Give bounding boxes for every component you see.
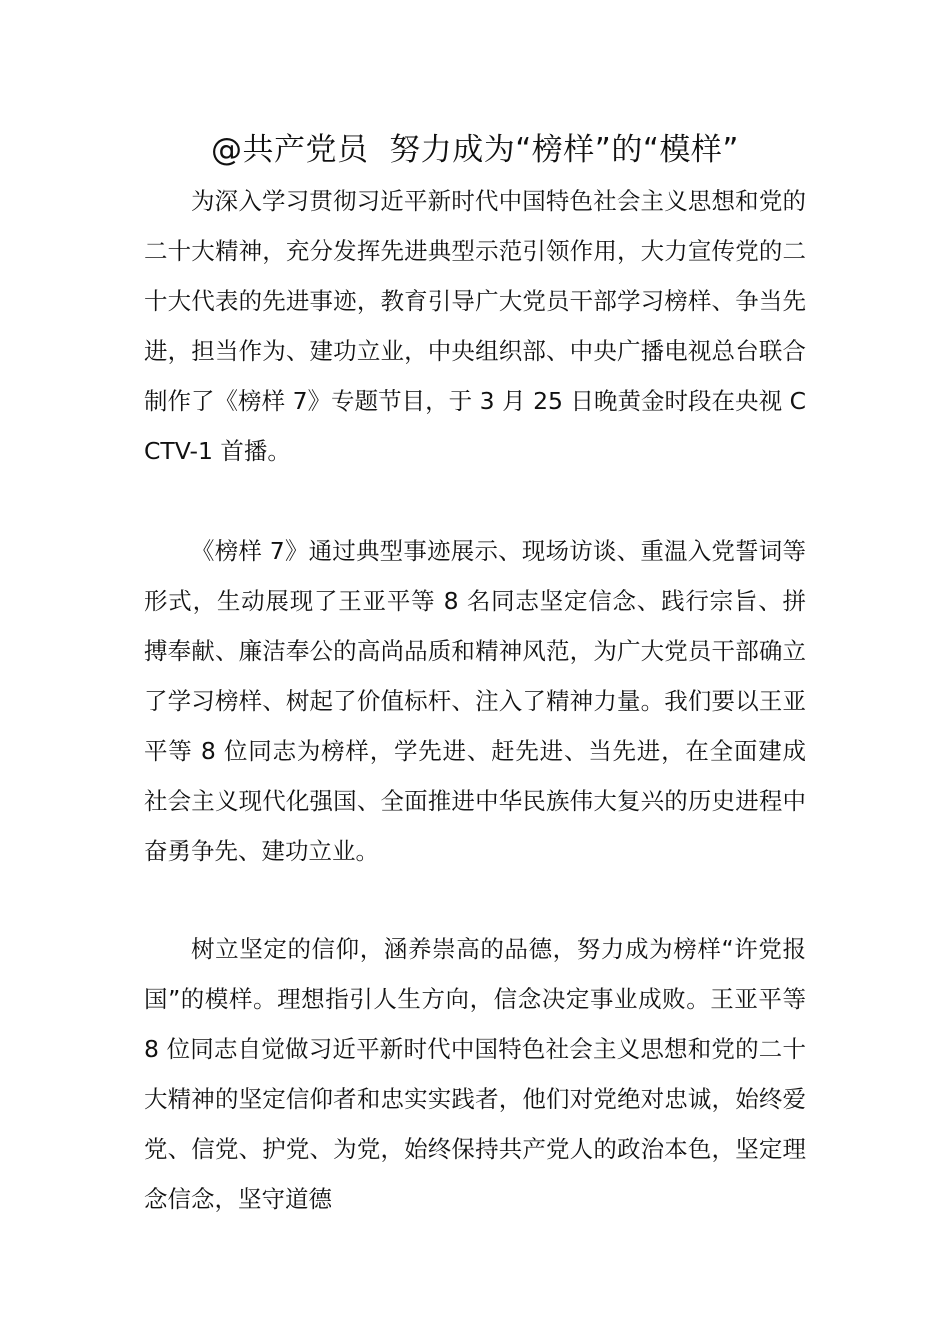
paragraph-faith: 树立坚定的信仰，涵养崇高的品德，努力成为榜样“许党报国”的模样。理想指引人生方向，信念决定事业成败。王亚平等 8 位同志自觉做习近平新时代中国特色社会主义思想和党的二十大精神的坚定信仰者和忠实实践者，他们对党绝对忠诚，始终爱党、信党、护党、为党，始终保持共产党人的政治本色，坚定理念信念，坚守道德	[144, 935, 806, 1213]
document-title: @共产党员 努力成为“榜样”的“模样”	[211, 132, 739, 168]
paragraph-intro: 为深入学习贯彻习近平新时代中国特色社会主义思想和党的二十大精神，充分发挥先进典型示范引领作用，大力宣传党的二十大代表的先进事迹，教育引导广大党员干部学习榜样、争当先进，担当作为、建功立业，中央组织部、中央广播电视总台联合制作了《榜样 7》专题节目，于 3 月 25 日晚黄金时段在央视 CCTV-1 首播。	[144, 187, 806, 465]
paragraph-program: 《榜样 7》通过典型事迹展示、现场访谈、重温入党誓词等形式，生动展现了王亚平等 8 名同志坚定信念、践行宗旨、拼搏奉献、廉洁奉公的高尚品质和精神风范，为广大党员干部确立了学习榜样、树起了价值标杆、注入了精神力量。我们要以王亚平等 8 位同志为榜样，学先进、赶先进、当先进，在全面建成社会主义现代化强国、全面推进中华民族伟大复兴的历史进程中奋勇争先、建功立业。	[144, 537, 806, 865]
